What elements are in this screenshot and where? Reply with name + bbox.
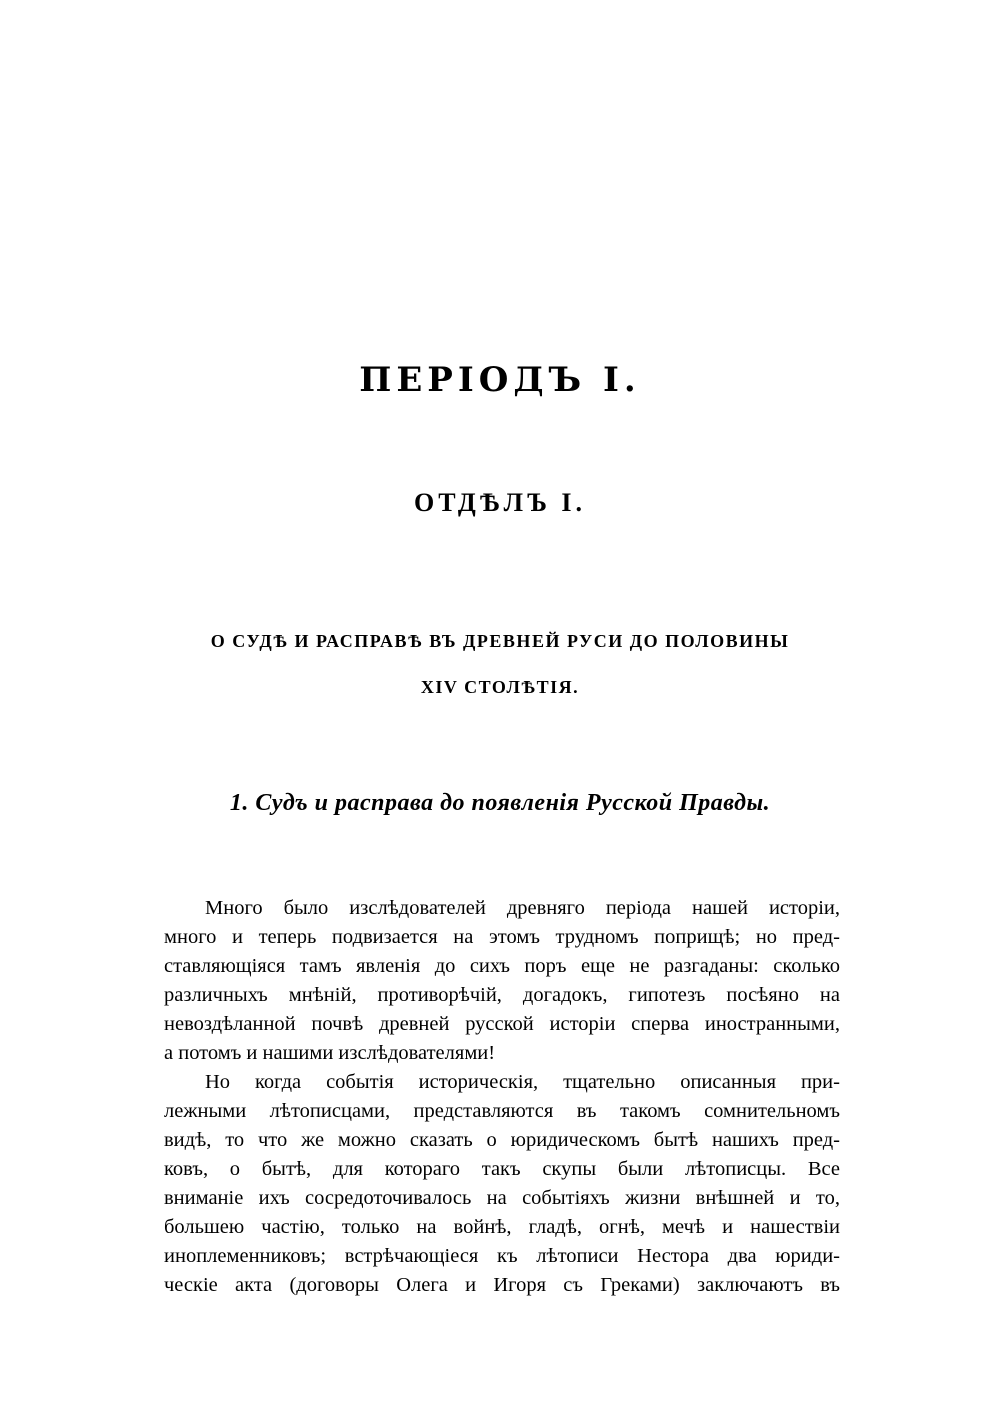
chapter-title	[0, 618, 1000, 710]
period-title: ПЕРІОДЪ I.	[359, 360, 641, 400]
text-line: ковъ, о бытѣ, для котораго такъ скупы были лѣтописцы. Все	[164, 1158, 840, 1180]
text-line: невоздѣланной почвѣ древней русской исторіи сперва иностранными,	[164, 1013, 840, 1035]
text-line: иноплеменниковъ; встрѣчающіеся къ лѣтописи Нестора два юриди-	[164, 1245, 840, 1267]
text-line: а потомъ и нашими изслѣдователями!	[164, 1042, 496, 1064]
text-line: Много было изслѣдователей древняго періода нашей исторіи,	[205, 897, 840, 919]
text-line: видѣ, то что же можно сказать о юридическомъ бытѣ нашихъ пред-	[164, 1129, 840, 1151]
text-line: лежными лѣтописцами, представляются въ такомъ сомнительномъ	[164, 1100, 840, 1122]
text-line: ческіе акта (договоры Олега и Игоря съ Греками) заключаютъ въ	[164, 1274, 840, 1296]
text-line: вниманіе ихъ сосредоточивалось на событіяхъ жизни внѣшней и то,	[164, 1187, 840, 1209]
section-title: ОТДѢЛЪ I.	[413, 488, 587, 517]
text-line: много и теперь подвизается на этомъ трудномъ поприщѣ; но пред-	[164, 926, 840, 948]
text-line: большею частію, только на войнѣ, гладѣ, огнѣ, мечѣ и нашествіи	[164, 1216, 840, 1238]
paragraph-2	[164, 1068, 840, 1300]
body-text	[164, 894, 840, 1300]
paragraph-1	[164, 894, 840, 1068]
chapter-title-line-2: XIV СТОЛѢТІЯ.	[420, 677, 580, 697]
text-line: Но когда событія историческія, тщательно описанныя при-	[205, 1071, 840, 1093]
text-line: различныхъ мнѣній, противорѣчій, догадокъ, гипотезъ посѣяно на	[164, 984, 840, 1006]
subsection-title: 1. Судъ и расправа до появленія Русской Правды.	[229, 790, 771, 816]
text-line: ставляющіяся тамъ явленія до сихъ поръ еще не разгаданы: сколько	[164, 955, 840, 977]
chapter-title-line-1: О СУДѢ И РАСПРАВѢ ВЪ ДРЕВНЕЙ РУСИ ДО ПОЛОВИНЫ	[210, 631, 790, 651]
